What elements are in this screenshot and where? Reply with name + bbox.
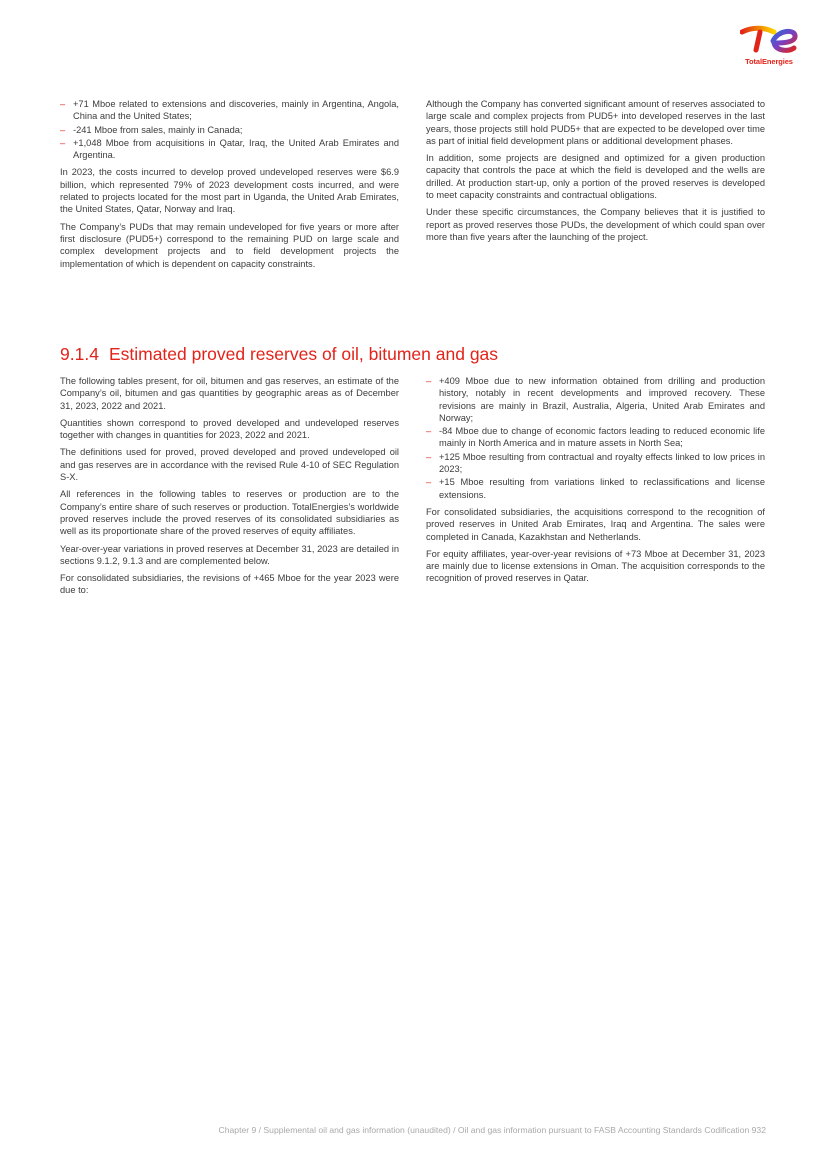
bullet-marker: – — [60, 137, 66, 148]
list-item: – +15 Mboe resulting from variations linked to reclassifications and license extensions. — [426, 477, 765, 500]
bullet-marker: – — [426, 451, 432, 462]
paragraph: The following tables present, for oil, bitumen and gas reserves, an estimate of the Company’s oil, bitumen and gas quantities by geographic areas as of December 31, 2023, 2022 and 2021. — [60, 376, 399, 411]
bullet-marker: – — [60, 99, 66, 109]
section-heading — [60, 344, 498, 365]
page-footer: Chapter 9 / Supplemental oil and gas information (unaudited) / Oil and gas information pursuant to FASB Accounting Standards Codification 932 — [218, 1125, 766, 1135]
bullet-marker: – — [426, 426, 432, 437]
totalenergies-logo — [736, 22, 802, 70]
list-item: – +71 Mboe related to extensions and discoveries, mainly in Argentina, Angola, China and the United States; — [60, 99, 399, 122]
section-title: Estimated proved reserves of oil, bitumen and gas — [108, 344, 499, 364]
paragraph: All references in the following tables to reserves or production are to the Company’s entire share of such reserves or production. TotalEnergies’s worldwide proved reserves include the proved reserves of its consolidated subsidiaries as well as its proportionate share of the proved reserves of equity affiliates. — [60, 489, 399, 537]
bullet-marker: – — [60, 124, 66, 135]
text-column-left-top — [60, 98, 399, 275]
text-column-right-bottom — [426, 375, 765, 590]
logo-wordmark: TotalEnergies — [745, 57, 793, 66]
paragraph: The Company’s PUDs that may remain undeveloped for five years or more after first disclosure (PUD5+) correspond to the remaining PUD on large scale and complex development projects and to field development projects the implementation of which is dependent on capacity constraints. — [60, 221, 399, 269]
paragraph: Year-over-year variations in proved reserves at December 31, 2023 are detailed in sections 9.1.2, 9.1.3 and are complemented below. — [60, 543, 399, 566]
text-column-left-bottom — [60, 375, 399, 602]
bullet-marker: – — [426, 477, 432, 488]
list-item: – -241 Mboe from sales, mainly in Canada; — [60, 124, 243, 135]
list-item: – -84 Mboe due to change of economic factors leading to reduced economic life mainly in North America and in mature assets in North Sea; — [426, 426, 765, 449]
paragraph: Under these specific circumstances, the Company believes that it is justified to report as proved reserves those PUDs, the development of which could span over more than five years after the launching of the project. — [426, 207, 765, 242]
totalenergies-logo-icon — [740, 22, 798, 56]
bullet-marker: – — [426, 376, 432, 386]
bullet-list — [426, 375, 765, 501]
paragraph: In addition, some projects are designed and optimized for a given production capacity that controls the pace at which the field is developed and the wells are drilled. At production start-up, only a portion of the proved reserves is developed to meet capacity constraints and contractual obligations. — [426, 153, 765, 201]
list-item: – +409 Mboe due to new information obtained from drilling and production history, notably in recent developments and improved recovery. These revisions are mainly in Brazil, Australia, Algeria, United Arab Emirates and Norway; — [426, 376, 765, 423]
paragraph: Although the Company has converted significant amount of reserves associated to large scale and complex projects from PUD5+ into developed reserves in the last years, those projects still hold PUD5+ that are expected to be developed over time as part of initial field development plans or additional development phases. — [426, 99, 766, 146]
section-number: 9.1.4 — [60, 344, 99, 364]
paragraph: For consolidated subsidiaries, the acquisitions correspond to the recognition of proved reserves in United Arab Emirates, Iraq and Argentina. The sales were completed in Canada, Kazakhstan and Netherlands. — [426, 506, 765, 542]
paragraph: The definitions used for proved, proved developed and proved undeveloped oil and gas reserves are in accordance with the revised Rule 4-10 of SEC Regulation S-X. — [60, 447, 399, 483]
paragraph: For consolidated subsidiaries, the revisions of +465 Mboe for the year 2023 were due to: — [60, 573, 399, 596]
paragraph: Quantities shown correspond to proved developed and undeveloped reserves together with changes in quantities for 2023, 2022 and 2021. — [60, 417, 399, 441]
text-column-right-top — [426, 98, 765, 248]
paragraph: For equity affiliates, year-over-year revisions of +73 Mboe at December 31, 2023 are mainly due to license extensions in Oman. The acquisition corresponds to the recognition of proved reserves in Qatar. — [426, 548, 765, 584]
paragraph: In 2023, the costs incurred to develop proved undeveloped reserves were $6.9 billion, which represented 79% of 2023 development costs incurred, and were related to projects located for the most part in Uganda, the United Arab Emirates, the United States, Qatar, Norway and Iraq. — [60, 167, 399, 215]
list-item: – +125 Mboe resulting from contractual and royalty effects linked to low prices in 2023; — [426, 451, 765, 475]
bullet-list — [60, 98, 399, 161]
list-item: – +1,048 Mboe from acquisitions in Qatar, Iraq, the United Arab Emirates and Argentina. — [60, 137, 399, 161]
